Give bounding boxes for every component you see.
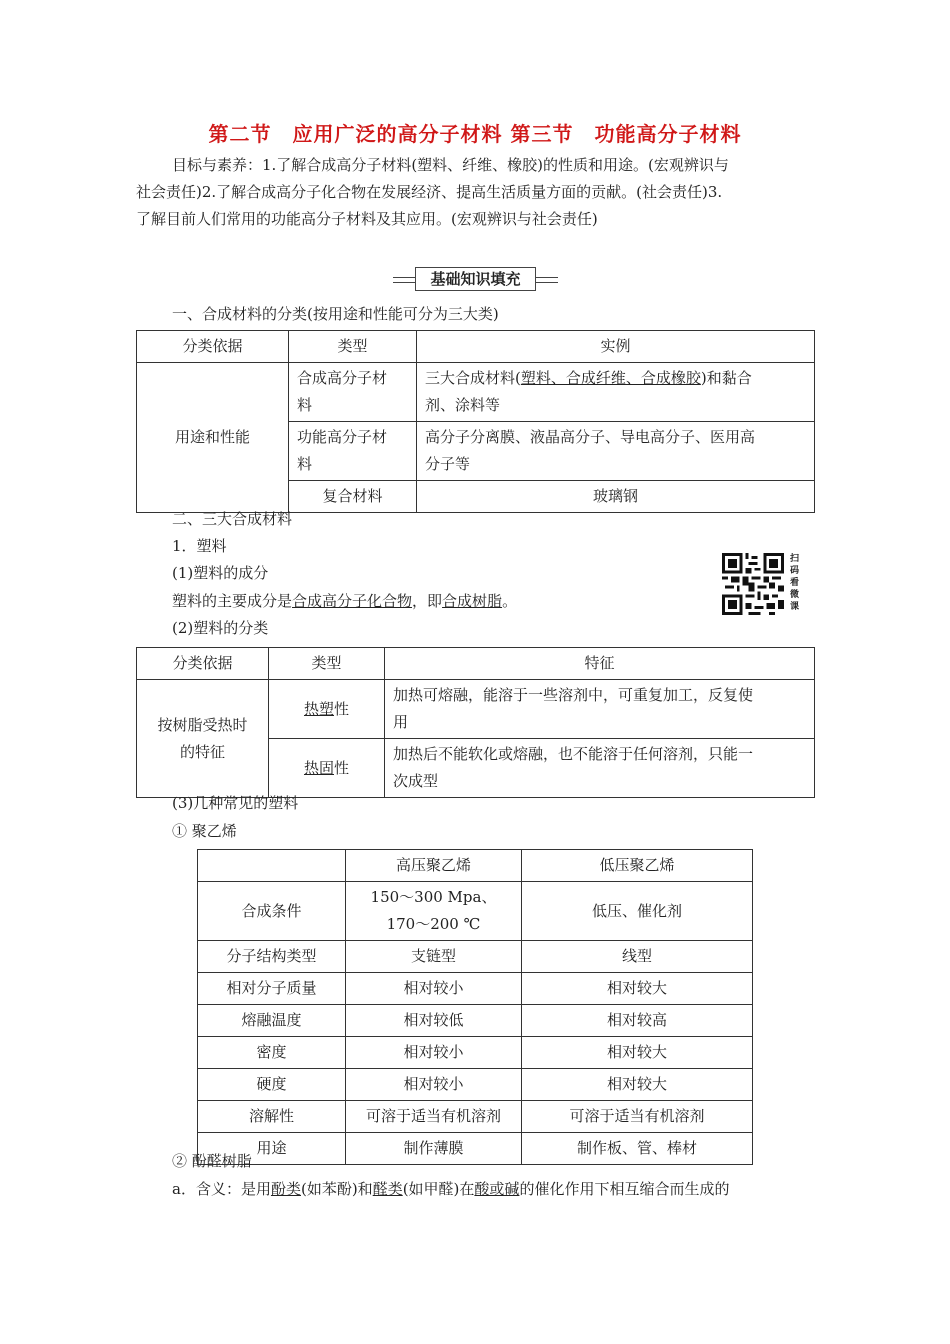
table-cell: 相对较小	[346, 973, 522, 1005]
basis-text: 按树脂受热时	[157, 715, 248, 734]
basis-text: 的特征	[179, 742, 225, 761]
section1-heading: 一、合成材料的分类(按用途和性能可分为三大类)	[172, 305, 499, 323]
plastics-classification-heading: (2)塑料的分类	[172, 619, 269, 637]
objectives-line-1: 目标与素养：1.了解合成高分子材料(塑料、纤维、橡胶)的性质和用途。(宏观辨识与	[172, 156, 729, 174]
banner-right-rule	[536, 277, 558, 283]
row-label: 用途	[198, 1133, 346, 1165]
text-span: 的催化作用下相互缩合而生成的	[519, 1180, 730, 1198]
header-cell: 类型	[289, 331, 417, 363]
table-row	[198, 1069, 753, 1101]
page-title: 第二节 应用广泛的高分子材料 第三节 功能高分子材料	[208, 122, 742, 146]
underlined-answer: 合成高分子化合物	[292, 592, 413, 610]
underlined-answer: 醛类	[372, 1180, 403, 1198]
row-label: 熔融温度	[198, 1005, 346, 1037]
table-cell: 相对较大	[522, 1069, 753, 1101]
header-cell: 分类依据	[137, 648, 269, 680]
table-row	[198, 1101, 753, 1133]
underlined-answer: 塑料、合成纤维、合成橡胶	[520, 369, 701, 387]
table-row	[198, 1005, 753, 1037]
text-span: (如苯酚)和	[300, 1180, 373, 1198]
table-cell: 制作板、管、棒材	[522, 1133, 753, 1165]
type-text: 性	[334, 699, 350, 718]
example-text: 高分子分离膜、液晶高分子、导电高分子、医用高	[425, 428, 756, 446]
qr-caption	[790, 553, 802, 613]
example-cell	[417, 422, 815, 481]
row-label: 分子结构类型	[198, 941, 346, 973]
text-span: ，即	[412, 592, 443, 610]
table-cell: 相对较小	[346, 1037, 522, 1069]
polyethylene-table	[197, 849, 753, 1165]
table-cell: 可溶于适当有机溶剂	[346, 1101, 522, 1133]
table-cell: 制作薄膜	[346, 1133, 522, 1165]
plastics-composition-heading: (1)塑料的成分	[172, 564, 269, 582]
qr-caption-char: 课	[790, 602, 800, 612]
header-cell: 高压聚乙烯	[346, 850, 522, 882]
banner-label: 基础知识填充	[415, 267, 536, 291]
header-cell: 低压聚乙烯	[522, 850, 753, 882]
type-cell	[269, 739, 385, 798]
table-row	[198, 973, 753, 1005]
type-text: 功能高分子材	[297, 428, 388, 446]
table-cell: 线型	[522, 941, 753, 973]
table-row	[198, 1133, 753, 1165]
example-cell: 玻璃钢	[417, 481, 815, 513]
objectives-line-2: 社会责任)2.了解合成高分子化合物在发展经济、提高生活质量方面的贡献。(社会责任)3.	[136, 183, 723, 201]
feature-text: 用	[393, 713, 409, 731]
table-row	[137, 648, 815, 680]
underlined-answer: 酚类	[270, 1180, 301, 1198]
table-row	[198, 850, 753, 882]
feature-text: 次成型	[393, 772, 439, 790]
underlined-answer: 热塑	[303, 699, 334, 718]
cell-text: 150～300 Mpa、	[370, 888, 497, 906]
type-cell: 复合材料	[289, 481, 417, 513]
table-cell: 支链型	[346, 941, 522, 973]
plastics-composition-text	[172, 588, 517, 615]
basis-cell: 用途和性能	[137, 363, 289, 513]
text-span: (如甲醛)在	[402, 1180, 475, 1198]
table-cell: 相对较小	[346, 1069, 522, 1101]
underlined-answer: 热固	[303, 758, 334, 777]
table-cell: 相对较大	[522, 1037, 753, 1069]
table-row	[198, 882, 753, 941]
example-text: 分子等	[425, 455, 471, 473]
type-text: 性	[334, 758, 350, 777]
table-row	[137, 680, 815, 739]
table-cell: 低压、催化剂	[522, 882, 753, 941]
header-cell: 类型	[269, 648, 385, 680]
banner-left-rule	[393, 277, 415, 283]
type-text: 料	[297, 396, 313, 414]
phenolic-resin-heading: ② 酚醛树脂	[172, 1152, 252, 1170]
material-classification-table	[136, 330, 815, 513]
section-banner	[393, 267, 558, 291]
header-cell	[198, 850, 346, 882]
objectives-line-3: 了解目前人们常用的功能高分子材料及其应用。(宏观辨识与社会责任)	[136, 210, 598, 228]
qr-code-icon[interactable]	[721, 553, 785, 615]
table-row	[137, 331, 815, 363]
table-row	[198, 941, 753, 973]
underlined-answer: 酸或碱	[474, 1180, 520, 1198]
qr-caption-char: 看	[790, 578, 800, 588]
row-label: 密度	[198, 1037, 346, 1069]
table-row	[137, 363, 815, 422]
type-cell	[289, 363, 417, 422]
section2-heading: 二、三大合成材料	[172, 510, 293, 528]
header-cell: 特征	[385, 648, 815, 680]
feature-cell	[385, 680, 815, 739]
text-span: a．含义：是用	[172, 1180, 271, 1198]
feature-cell	[385, 739, 815, 798]
plastics-classification-table	[136, 647, 815, 798]
qr-caption-char: 微	[790, 590, 800, 600]
common-plastics-heading: (3)几种常见的塑料	[172, 794, 299, 812]
row-label: 合成条件	[198, 882, 346, 941]
polyethylene-heading: ① 聚乙烯	[172, 822, 237, 840]
header-cell: 实例	[417, 331, 815, 363]
example-text: 剂、涂料等	[425, 396, 501, 414]
feature-text: 加热可熔融，能溶于一些溶剂中，可重复加工，反复使	[393, 686, 754, 704]
table-cell: 相对较大	[522, 973, 753, 1005]
table-cell: 可溶于适当有机溶剂	[522, 1101, 753, 1133]
table-cell: 相对较低	[346, 1005, 522, 1037]
basis-cell	[137, 680, 269, 798]
example-cell	[417, 363, 815, 422]
type-text: 料	[297, 455, 313, 473]
plastics-heading: 1．塑料	[172, 537, 227, 555]
text-span: 塑料的主要成分是	[172, 592, 293, 610]
row-label: 相对分子质量	[198, 973, 346, 1005]
qr-caption-char: 码	[790, 566, 800, 576]
row-label: 溶解性	[198, 1101, 346, 1133]
table-cell	[346, 882, 522, 941]
cell-text: 170～200 ℃	[386, 915, 481, 933]
row-label: 硬度	[198, 1069, 346, 1101]
example-text: 三大合成材料(	[425, 369, 521, 387]
table-row	[198, 1037, 753, 1069]
type-text: 合成高分子材	[297, 369, 388, 387]
header-cell: 分类依据	[137, 331, 289, 363]
feature-text: 加热后不能软化或熔融，也不能溶于任何溶剂，只能一	[393, 745, 754, 763]
type-cell	[289, 422, 417, 481]
example-text: )和黏合	[700, 369, 752, 387]
type-cell	[269, 680, 385, 739]
table-cell: 相对较高	[522, 1005, 753, 1037]
text-span: 。	[502, 592, 518, 610]
phenolic-resin-definition	[172, 1176, 729, 1203]
qr-caption-char: 扫	[790, 554, 800, 564]
underlined-answer: 合成树脂	[442, 592, 503, 610]
